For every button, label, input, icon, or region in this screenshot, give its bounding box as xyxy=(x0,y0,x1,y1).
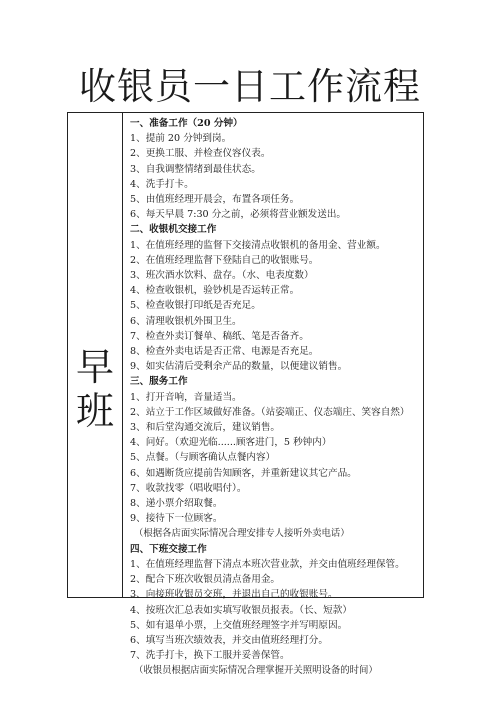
list-item: 9、接待下一位顾客。 xyxy=(130,513,223,525)
section-heading: 一、准备工作（20 分钟） xyxy=(130,118,243,129)
list-item: 6、如遇断货应提前告知顾客，并重新建议其它产品。 xyxy=(130,467,357,479)
list-item: 1、打开音响，音量适当。 xyxy=(130,391,242,403)
list-item: 3、和后堂沟通交流后，建议销售。 xyxy=(130,422,281,434)
list-item: 4、按班次汇总表如实填写收银员报表。（长、短款） xyxy=(130,604,352,616)
list-item: 7、检查外卖订餐单、稿纸、笔是否备齐。 xyxy=(130,330,309,342)
list-item: 2、更换工服、并检查仪容仪表。 xyxy=(130,148,271,160)
list-item: 8、检查外卖电话是否正常、电源是否充足。 xyxy=(130,346,319,358)
list-item: 5、如有退单小票，上交值班经理签字并写明原因。 xyxy=(130,619,348,631)
list-item: 2、站立于工作区域做好准备。（站姿端正、仪态端庄、笑容自然） xyxy=(130,406,410,418)
list-item: 9、如实估清后受剩余产品的数量，以便建议销售。 xyxy=(130,361,348,373)
document-title: 收银员一日工作流程 xyxy=(79,65,421,108)
list-item: 2、配合下班次收银员清点备用金。 xyxy=(130,574,281,586)
list-item: 3、班次酒水饮料、盘存。（水、电表度数） xyxy=(130,270,314,282)
list-item: 5、检查收银打印纸是否充足。 xyxy=(130,300,261,312)
section-heading: 四、下班交接工作 xyxy=(130,543,207,555)
list-item: 5、点餐。（与顾客确认点餐内容） xyxy=(130,452,276,464)
list-item: 8、递小票介绍取餐。 xyxy=(130,498,223,510)
list-item: 7、收款找零（唱收唱付）。 xyxy=(130,482,247,494)
list-item: 6、清理收银机外围卫生。 xyxy=(130,315,242,327)
list-item: 3、自我调整情绪到最佳状态。 xyxy=(130,163,261,175)
section-heading: 二、收银机交接工作 xyxy=(130,224,217,236)
list-item: 6、填写当班次绩效表，并交由值班经理打分。 xyxy=(130,634,328,646)
list-item: 4、洗手打卡。 xyxy=(130,178,194,190)
workflow-content xyxy=(130,116,420,679)
list-item: 4、问好。（欢迎光临......顾客进门，5 秒钟内） xyxy=(130,437,332,449)
shift-label: 早班 xyxy=(75,345,114,433)
list-item: 6、每天早晨 7:30 分之前，必须将营业额发送出。 xyxy=(130,209,347,221)
section-note: （收银员根据店面实际情况合理掌握开关照明设备的时间） xyxy=(134,665,378,677)
list-item: 3、向接班收银员交班，并退出自己的收银账号。 xyxy=(130,589,338,601)
workflow-table xyxy=(67,112,424,677)
list-item: 4、检查收银机，验钞机是否运转正常。 xyxy=(130,285,300,297)
list-item: 1、在值班经理的监督下交接清点收银机的备用金、营业额。 xyxy=(130,239,386,251)
list-item: 1、提前 20 分钟到岗。 xyxy=(130,133,232,145)
shift-cell xyxy=(68,113,123,597)
list-item: 5、由值班经理开晨会，布置各项任务。 xyxy=(130,194,300,206)
list-item: 2、在值班经理监督下登陆自己的收银账号。 xyxy=(130,254,319,266)
list-item: 7、洗手打卡，换下工服并妥善保管。 xyxy=(130,650,290,662)
section-heading: 三、服务工作 xyxy=(130,376,188,388)
list-item: 1、在值班经理监督下清点本班次营业款，并交由值班经理保管。 xyxy=(130,558,405,570)
section-note: （根据各店面实际情况合理安排专人接听外卖电话） xyxy=(134,528,350,540)
